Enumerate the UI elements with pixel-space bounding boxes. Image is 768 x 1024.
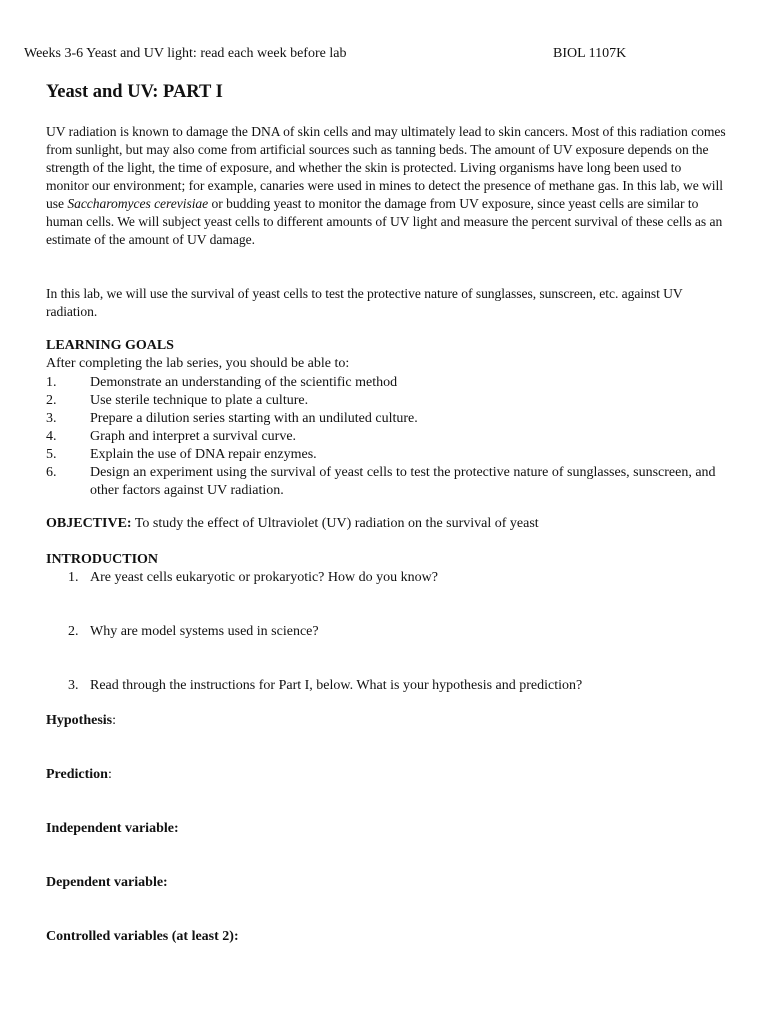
question-3 <box>68 678 582 694</box>
list-item-text: Demonstrate an understanding of the scientific method <box>90 375 398 390</box>
list-item-text: Prepare a dilution series starting with an undiluted culture. <box>90 411 418 426</box>
prediction-label: Prediction <box>46 767 108 782</box>
controlled-variables-field <box>46 929 239 945</box>
page-title: Yeast and UV: PART I <box>46 82 223 102</box>
list-item <box>46 374 726 392</box>
list-item-text: Explain the use of DNA repair enzymes. <box>90 447 317 462</box>
dependent-variable-field <box>46 875 168 891</box>
question-number: 1. <box>68 570 79 585</box>
independent-variable-field <box>46 821 179 837</box>
header-course-weeks: Weeks 3-6 Yeast and UV light: read each week before lab <box>24 46 347 61</box>
list-item <box>46 428 726 446</box>
list-item <box>46 446 726 464</box>
question-text: Read through the instructions for Part I, below. What is your hypothesis and prediction? <box>90 678 583 693</box>
intro-text-start: UV radiation is known to damage the DNA of skin cells and may ultimately lead to skin cancers. Most of this radiation comes from sunlight, but may also come from artificial sources such as tanning beds. The amount of UV exposure depends on the strength of the light, the time of exposure, and whether the skin is protected. Living organisms have long been used to monitor our environment; for example, canaries were used in mines to detect the presence of methane gas. In this lab, we will use <box>46 124 726 211</box>
objective-text: To study the effect of Ultraviolet (UV) radiation on the survival of yeast <box>131 516 539 531</box>
list-item-number: 4. <box>46 429 57 444</box>
objective-line <box>46 516 539 532</box>
dependent-variable-label: Dependent variable: <box>46 875 168 890</box>
list-item-number: 6. <box>46 465 57 480</box>
question-text: Why are model systems used in science? <box>90 624 319 639</box>
prediction-colon: : <box>107 767 112 782</box>
learning-goals-list <box>46 374 726 500</box>
list-item <box>46 464 726 500</box>
prediction-field <box>46 767 112 783</box>
learning-goals-intro: After completing the lab series, you should be able to: <box>46 356 350 371</box>
objective-label: OBJECTIVE: <box>46 516 132 531</box>
intro-text-end: or budding yeast to monitor the damage from UV exposure, since yeast cells are similar to human cells. We will subject yeast cells to different amounts of UV light and measure the percent survival of these cells as an estimate of the amount of UV damage. <box>46 196 723 247</box>
introduction-heading: INTRODUCTION <box>46 552 159 567</box>
list-item <box>46 410 726 428</box>
list-item <box>46 392 726 410</box>
independent-variable-label: Independent variable: <box>46 821 179 836</box>
list-item-number: 2. <box>46 393 57 408</box>
header-course-code: BIOL 1107K <box>553 46 627 61</box>
question-text: Are yeast cells eukaryotic or prokaryotic? How do you know? <box>90 570 438 585</box>
list-item-text: Design an experiment using the survival of yeast cells to test the protective nature of sunglasses, sunscreen, and other factors against UV radiation. <box>90 465 716 498</box>
list-item-number: 5. <box>46 447 57 462</box>
hypothesis-label: Hypothesis <box>46 713 113 728</box>
list-item-number: 1. <box>46 375 57 390</box>
controlled-variables-label: Controlled variables (at least 2): <box>46 929 239 944</box>
question-1 <box>68 570 438 586</box>
question-2 <box>68 624 319 640</box>
second-paragraph: In this lab, we will use the survival of yeast cells to test the protective nature of sunglasses, sunscreen, etc. against UV radiation. <box>46 286 683 319</box>
intro-paragraph <box>46 123 726 249</box>
learning-goals-heading: LEARNING GOALS <box>46 338 174 353</box>
hypothesis-colon: : <box>112 713 117 728</box>
question-number: 2. <box>68 624 79 639</box>
list-item-text: Graph and interpret a survival curve. <box>90 429 297 444</box>
list-item-number: 3. <box>46 411 57 426</box>
species-name: Saccharomyces cerevisiae <box>67 196 209 211</box>
list-item-text: Use sterile technique to plate a culture. <box>90 393 309 408</box>
question-number: 3. <box>68 678 79 693</box>
hypothesis-field <box>46 713 116 729</box>
